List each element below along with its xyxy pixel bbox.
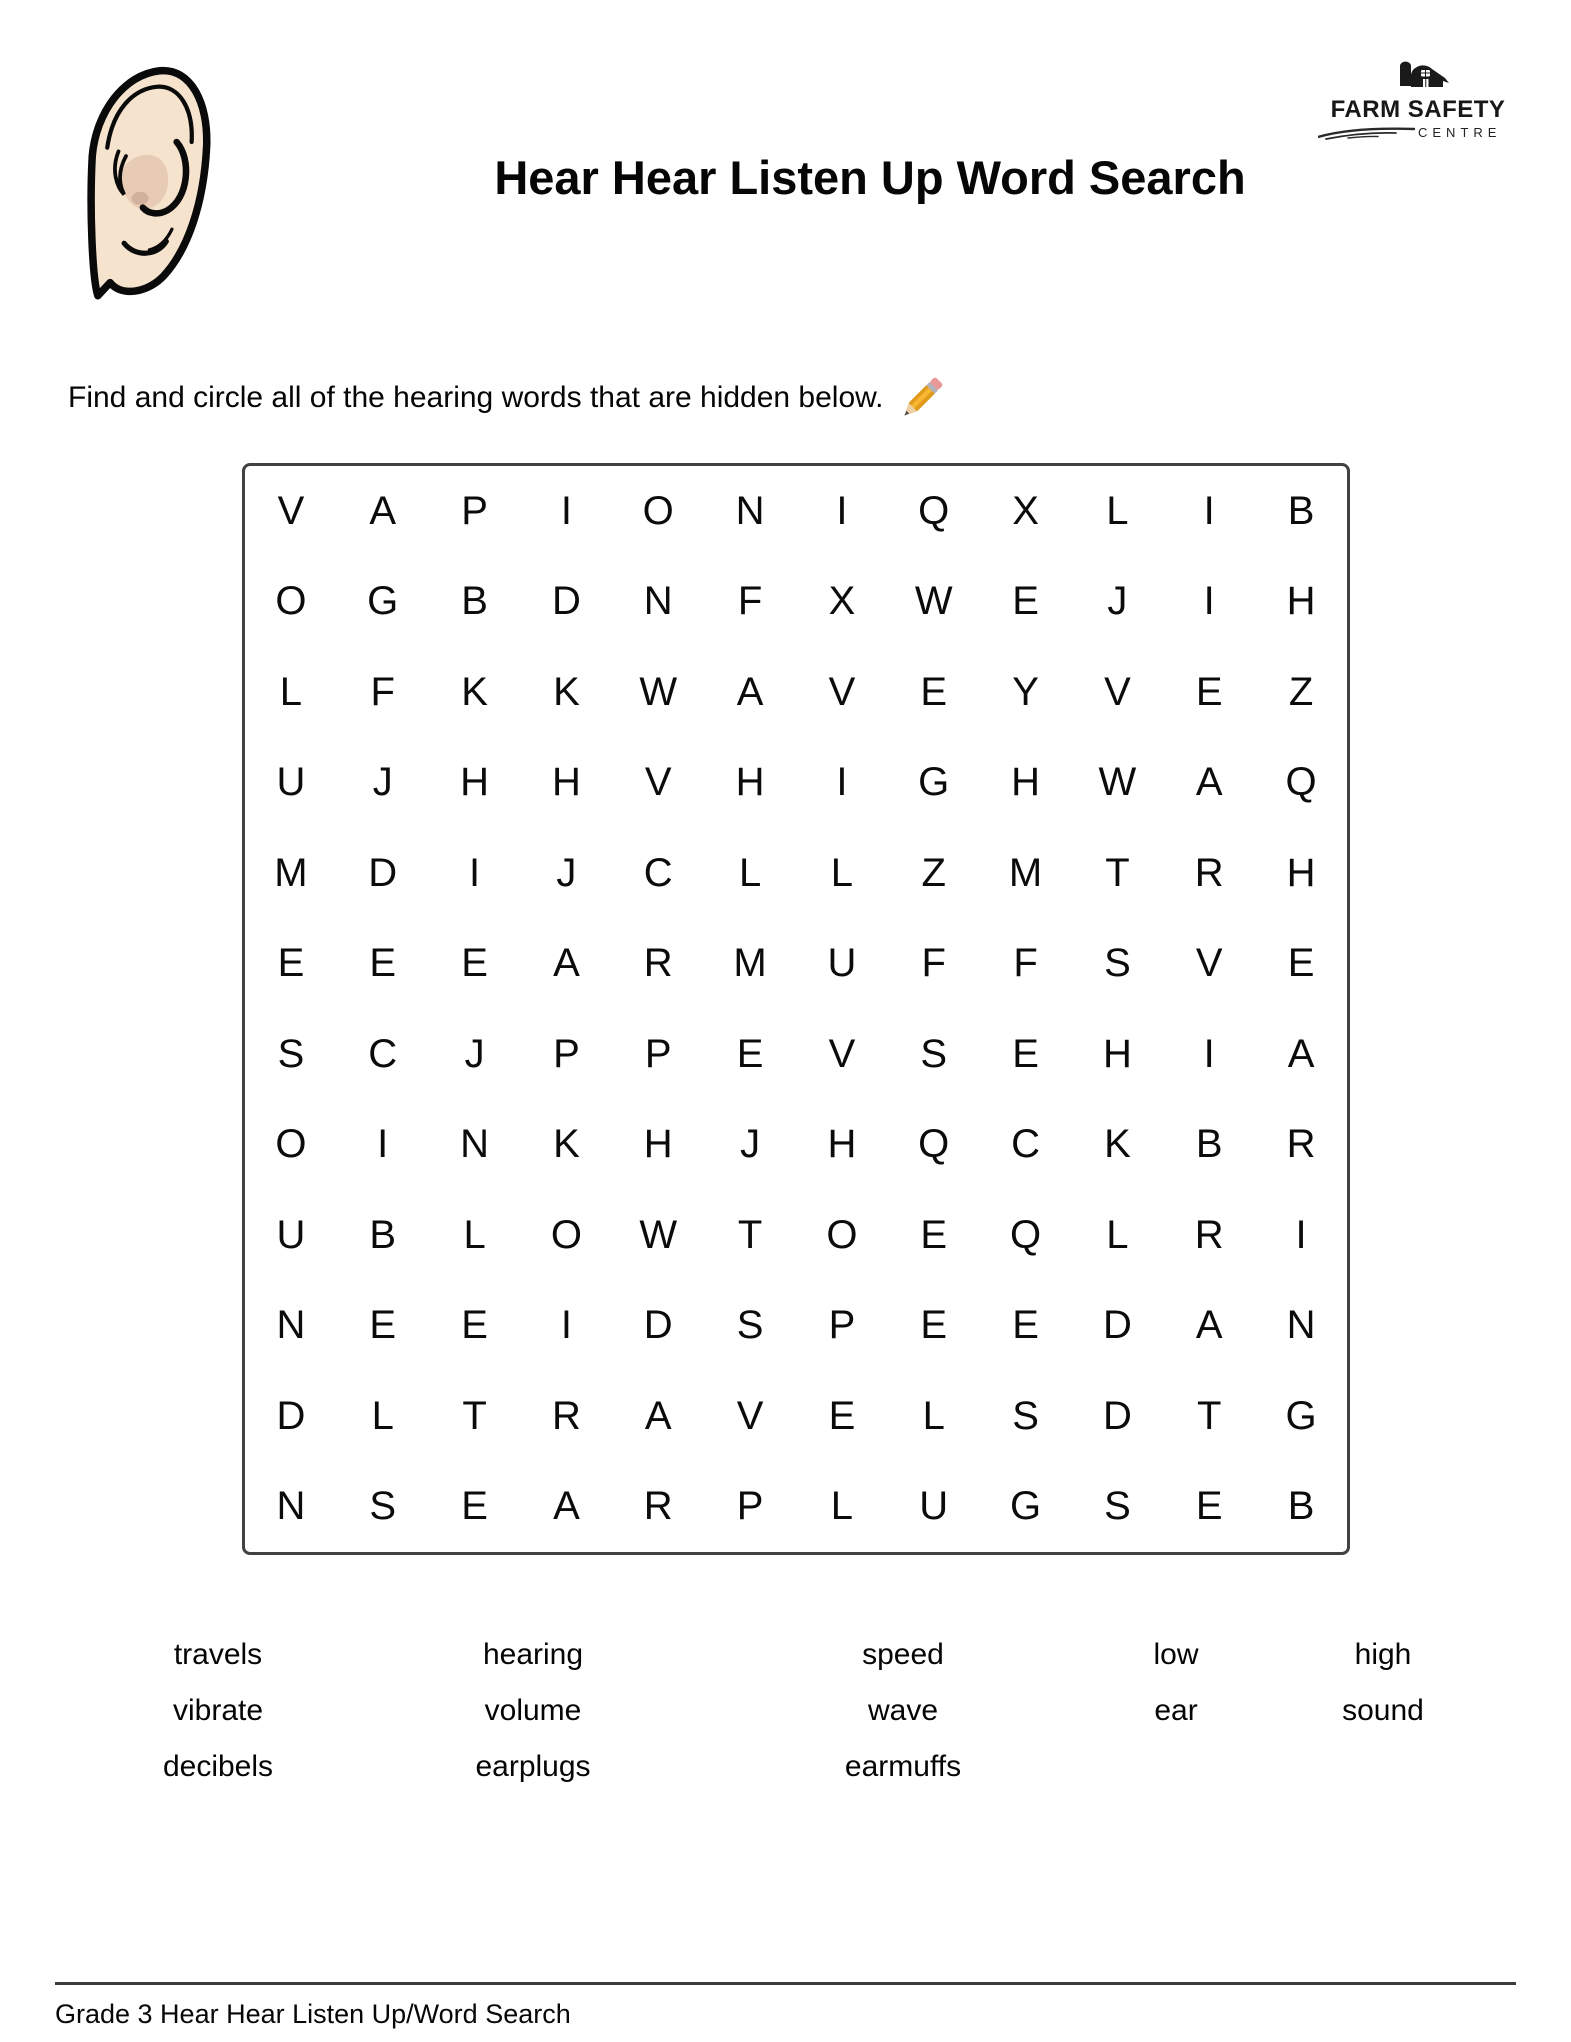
grid-letter-r2c5: N bbox=[643, 579, 673, 624]
grid-letter-r3c8: E bbox=[920, 669, 948, 714]
grid-letter-r3c6: A bbox=[736, 669, 764, 714]
grid-letter-r10c10: D bbox=[1102, 1303, 1132, 1348]
grid-letter-r9c11: R bbox=[1194, 1212, 1224, 1257]
grid-letter-r2c12: H bbox=[1286, 579, 1316, 624]
grid-letter-r12c7: L bbox=[830, 1484, 854, 1529]
grid-letter-r10c12: N bbox=[1286, 1303, 1316, 1348]
grid-letter-r7c1: S bbox=[277, 1031, 305, 1076]
grid-letter-r11c5: A bbox=[644, 1393, 672, 1438]
grid-letter-r6c10: S bbox=[1104, 941, 1131, 986]
word-volume: volume bbox=[484, 1694, 582, 1727]
grid-letter-r2c10: J bbox=[1107, 579, 1128, 624]
grid-letter-r4c4: H bbox=[551, 760, 581, 805]
grid-letter-r2c2: G bbox=[367, 579, 399, 624]
grid-letter-r11c9: S bbox=[1012, 1393, 1039, 1438]
grid-letter-r1c8: Q bbox=[918, 488, 950, 533]
grid-letter-r1c1: V bbox=[277, 488, 305, 533]
grid-letter-r4c12: Q bbox=[1285, 760, 1317, 805]
word-speed: speed bbox=[862, 1638, 944, 1671]
grid-letter-r2c3: B bbox=[461, 579, 488, 624]
logo-text-centre: CENTRE bbox=[1418, 125, 1502, 140]
grid-letter-r6c5: R bbox=[643, 941, 673, 986]
word-low: low bbox=[1153, 1638, 1199, 1671]
word-hearing: hearing bbox=[482, 1638, 584, 1671]
grid-letter-r1c11: I bbox=[1203, 488, 1215, 533]
grid-letter-r5c4: J bbox=[556, 850, 577, 895]
grid-letter-r8c12: R bbox=[1286, 1122, 1316, 1167]
grid-letter-r12c4: A bbox=[553, 1484, 580, 1529]
grid-letter-r11c4: R bbox=[551, 1393, 581, 1438]
grid-letter-r2c7: X bbox=[828, 579, 856, 624]
grid-letter-r12c6: P bbox=[736, 1484, 764, 1529]
grid-letter-r1c10: L bbox=[1106, 488, 1129, 533]
grid-letter-r8c8: Q bbox=[918, 1122, 950, 1167]
grid-letter-r5c3: I bbox=[469, 850, 481, 895]
grid-letter-r12c11: E bbox=[1195, 1484, 1223, 1529]
grid-letter-r7c3: J bbox=[464, 1031, 485, 1076]
word-search-grid bbox=[242, 463, 1350, 1555]
grid-letter-r5c5: C bbox=[643, 850, 673, 895]
grid-letter-r7c6: E bbox=[736, 1031, 764, 1076]
grid-letter-r9c6: T bbox=[737, 1212, 763, 1257]
grid-letter-r12c8: U bbox=[919, 1484, 949, 1529]
grid-letter-r1c7: I bbox=[836, 488, 848, 533]
grid-letter-r1c5: O bbox=[642, 488, 674, 533]
logo-text-farm-safety: FARM SAFETY bbox=[1330, 96, 1506, 123]
grid-letter-r6c11: V bbox=[1195, 941, 1223, 986]
footer-divider bbox=[55, 1982, 1516, 1985]
grid-letter-r2c1: O bbox=[275, 579, 307, 624]
word-ear: ear bbox=[1154, 1694, 1198, 1727]
word-travels: travels bbox=[173, 1638, 263, 1671]
grid-letter-r3c4: K bbox=[553, 669, 580, 714]
field-swoosh-icon bbox=[1318, 126, 1416, 140]
grid-letter-r12c12: B bbox=[1287, 1484, 1315, 1529]
word-earmuffs: earmuffs bbox=[844, 1750, 962, 1783]
grid-letter-r4c11: A bbox=[1195, 760, 1223, 805]
grid-letter-r2c4: D bbox=[551, 579, 581, 624]
grid-letter-r7c9: E bbox=[1012, 1031, 1039, 1076]
grid-letter-r1c4: I bbox=[560, 488, 572, 533]
grid-letter-r1c3: P bbox=[461, 488, 488, 533]
grid-letter-r9c9: Q bbox=[1010, 1212, 1042, 1257]
grid-letter-r6c4: A bbox=[553, 941, 580, 986]
barn-and-silo-icon bbox=[1383, 58, 1453, 94]
grid-letter-r4c9: H bbox=[1011, 760, 1041, 805]
grid-letter-r7c8: S bbox=[920, 1031, 948, 1076]
grid-letter-r10c8: E bbox=[920, 1303, 948, 1348]
grid-letter-r11c10: D bbox=[1102, 1393, 1132, 1438]
grid-letter-r4c3: H bbox=[460, 760, 490, 805]
grid-letter-r1c12: B bbox=[1287, 488, 1315, 533]
grid-letter-r7c12: A bbox=[1287, 1031, 1315, 1076]
grid-letter-r7c5: P bbox=[644, 1031, 672, 1076]
grid-letter-r4c1: U bbox=[276, 760, 306, 805]
grid-letter-r11c1: D bbox=[276, 1393, 306, 1438]
word-high: high bbox=[1354, 1638, 1412, 1671]
grid-letter-r9c4: O bbox=[550, 1212, 582, 1257]
grid-letter-r5c8: Z bbox=[921, 850, 946, 895]
grid-letter-r7c2: C bbox=[368, 1031, 398, 1076]
word-decibels: decibels bbox=[162, 1750, 274, 1783]
grid-letter-r12c10: S bbox=[1104, 1484, 1131, 1529]
grid-letter-r8c7: H bbox=[827, 1122, 857, 1167]
grid-letter-r11c12: G bbox=[1285, 1393, 1317, 1438]
grid-letter-r3c12: Z bbox=[1288, 669, 1314, 714]
grid-letter-r6c3: E bbox=[461, 941, 488, 986]
grid-letter-r3c7: V bbox=[828, 669, 856, 714]
grid-letter-r9c2: B bbox=[369, 1212, 397, 1257]
grid-letter-r1c2: A bbox=[369, 488, 397, 533]
grid-letter-r6c8: F bbox=[921, 941, 946, 986]
grid-letter-r4c7: I bbox=[836, 760, 848, 805]
grid-letter-r2c8: W bbox=[914, 579, 953, 624]
grid-letter-r5c9: M bbox=[1008, 850, 1043, 895]
grid-letter-r7c10: H bbox=[1102, 1031, 1132, 1076]
word-earplugs: earplugs bbox=[475, 1750, 591, 1783]
grid-letter-r8c11: B bbox=[1195, 1122, 1223, 1167]
grid-letter-r1c6: N bbox=[735, 488, 765, 533]
grid-letter-r5c1: M bbox=[274, 850, 308, 895]
grid-letter-r6c2: E bbox=[369, 941, 397, 986]
grid-letter-r8c5: H bbox=[643, 1122, 673, 1167]
grid-letter-r11c11: T bbox=[1197, 1393, 1222, 1438]
grid-letter-r6c7: U bbox=[827, 941, 857, 986]
grid-letter-r6c1: E bbox=[277, 941, 305, 986]
grid-letter-r11c6: V bbox=[736, 1393, 764, 1438]
grid-letter-r9c8: E bbox=[920, 1212, 948, 1257]
grid-letter-r9c7: O bbox=[826, 1212, 858, 1257]
grid-letter-r8c2: I bbox=[377, 1122, 389, 1167]
grid-letter-r8c1: O bbox=[275, 1122, 307, 1167]
grid-letter-r5c2: D bbox=[368, 850, 398, 895]
grid-letter-r5c12: H bbox=[1286, 850, 1316, 895]
grid-letter-r4c8: G bbox=[918, 760, 950, 805]
grid-letter-r12c9: G bbox=[1010, 1484, 1042, 1529]
grid-letter-r3c2: F bbox=[370, 669, 395, 714]
grid-letter-r5c10: T bbox=[1105, 850, 1130, 895]
grid-letter-r4c2: J bbox=[372, 760, 393, 805]
grid-letter-r3c5: W bbox=[639, 669, 678, 714]
grid-letter-r3c1: L bbox=[279, 669, 303, 714]
page-title: Hear Hear Listen Up Word Search bbox=[494, 151, 1246, 204]
grid-letter-r2c6: F bbox=[737, 579, 763, 624]
grid-letter-r10c1: N bbox=[276, 1303, 306, 1348]
grid-letter-r7c11: I bbox=[1203, 1031, 1215, 1076]
grid-letter-r9c3: L bbox=[463, 1212, 486, 1257]
grid-letter-r4c6: H bbox=[735, 760, 765, 805]
grid-letter-r5c11: R bbox=[1194, 850, 1224, 895]
grid-letter-r5c7: L bbox=[830, 850, 854, 895]
grid-letter-r11c8: L bbox=[922, 1393, 945, 1438]
grid-letter-r7c4: P bbox=[553, 1031, 580, 1076]
footer-text: Grade 3 Hear Hear Listen Up/Word Search bbox=[55, 1999, 571, 2029]
grid-letter-r3c11: E bbox=[1195, 669, 1223, 714]
word-sound: sound bbox=[1342, 1694, 1424, 1727]
grid-letter-r12c1: N bbox=[276, 1484, 306, 1529]
grid-letter-r11c2: L bbox=[371, 1393, 394, 1438]
grid-letter-r3c3: K bbox=[461, 669, 488, 714]
grid-letter-r9c12: I bbox=[1295, 1212, 1307, 1257]
ear-illustration bbox=[66, 52, 216, 307]
word-wave: wave bbox=[867, 1694, 939, 1727]
grid-letter-r12c2: S bbox=[369, 1484, 397, 1529]
pencil-icon bbox=[896, 372, 948, 424]
grid-letter-r8c3: N bbox=[460, 1122, 490, 1167]
grid-letter-r6c6: M bbox=[733, 941, 767, 986]
grid-letter-r10c2: E bbox=[369, 1303, 397, 1348]
grid-letter-r8c10: K bbox=[1104, 1122, 1131, 1167]
grid-letter-r9c1: U bbox=[276, 1212, 306, 1257]
instruction-text: Find and circle all of the hearing words that are hidden below. bbox=[68, 381, 884, 414]
grid-letter-r11c7: E bbox=[828, 1393, 856, 1438]
grid-letter-r6c12: E bbox=[1287, 941, 1315, 986]
grid-letter-r10c11: A bbox=[1195, 1303, 1223, 1348]
grid-letter-r10c9: E bbox=[1012, 1303, 1039, 1348]
grid-letter-r3c10: V bbox=[1104, 669, 1131, 714]
grid-letter-r10c3: E bbox=[461, 1303, 488, 1348]
grid-letter-r4c5: V bbox=[644, 760, 672, 805]
grid-letter-r5c6: L bbox=[738, 850, 762, 895]
grid-letter-r3c9: Y bbox=[1012, 669, 1039, 714]
grid-letter-r10c5: D bbox=[643, 1303, 673, 1348]
grid-letter-r12c3: E bbox=[461, 1484, 488, 1529]
grid-letter-r9c5: W bbox=[639, 1212, 678, 1257]
grid-letter-r12c5: R bbox=[643, 1484, 673, 1529]
grid-letter-r2c9: E bbox=[1012, 579, 1039, 624]
grid-letter-r10c7: P bbox=[828, 1303, 856, 1348]
grid-letter-r6c9: F bbox=[1013, 941, 1038, 986]
farm-safety-centre-logo bbox=[1318, 58, 1518, 140]
grid-letter-r10c6: S bbox=[736, 1303, 764, 1348]
grid-letter-r1c9: X bbox=[1012, 488, 1039, 533]
grid-letter-r8c6: J bbox=[740, 1122, 761, 1167]
grid-letter-r2c11: I bbox=[1203, 579, 1215, 624]
word-vibrate: vibrate bbox=[172, 1694, 264, 1727]
grid-letter-r11c3: T bbox=[462, 1393, 487, 1438]
grid-letter-r8c9: C bbox=[1011, 1122, 1041, 1167]
grid-letter-r7c7: V bbox=[828, 1031, 856, 1076]
grid-letter-r8c4: K bbox=[553, 1122, 580, 1167]
grid-letter-r4c10: W bbox=[1098, 760, 1137, 805]
grid-letter-r9c10: L bbox=[1106, 1212, 1129, 1257]
grid-letter-r10c4: I bbox=[560, 1303, 572, 1348]
